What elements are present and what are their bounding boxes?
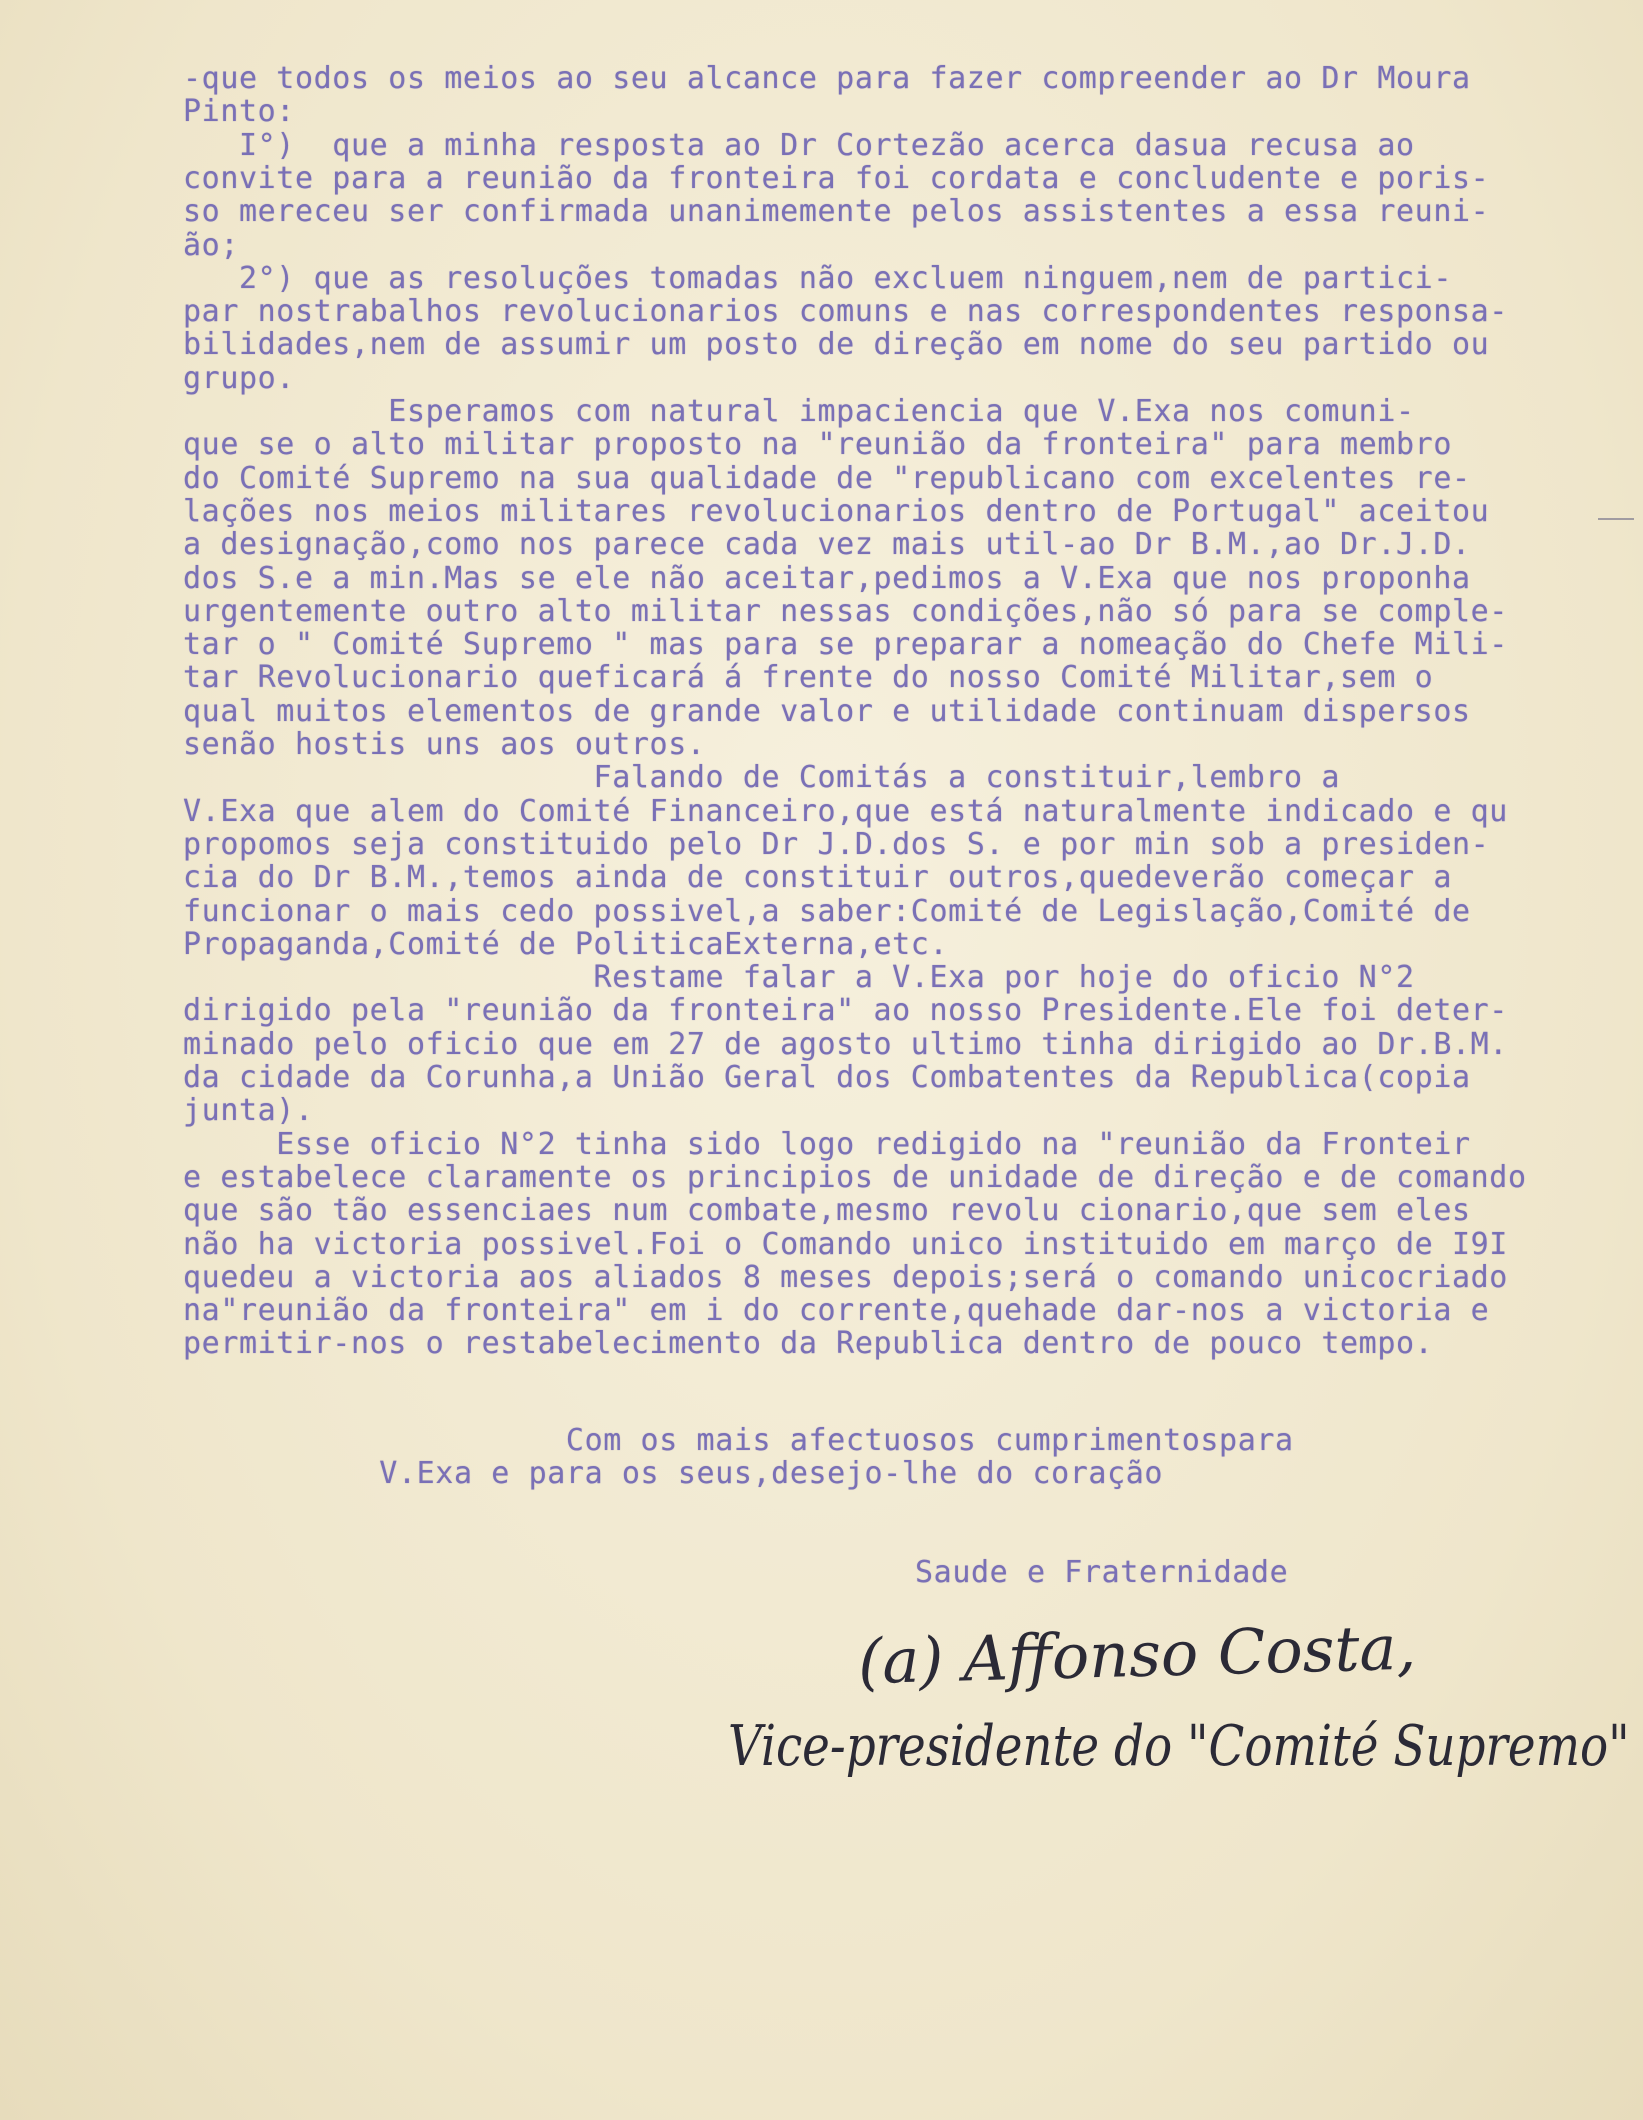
letter-line: junta). <box>183 1093 314 1129</box>
letter-line: quedeu a victoria aos aliados 8 meses depois;será o comando unicocriado <box>183 1259 1508 1295</box>
handwritten-signature-title: Vice-presidente do "Comité Supremo" <box>728 1714 1630 1779</box>
letter-line: par nostrabalhos revolucionarios comuns e nas correspondentes responsa- <box>183 294 1508 330</box>
letter-line: ão; <box>183 227 239 263</box>
letter-line: Falando de Comitás a constituir,lembro a <box>183 760 1341 796</box>
letter-line: que se o alto militar proposto na "reunião da fronteira" para membro <box>183 427 1452 463</box>
closing-line: V.Exa e para os seus,desejo-lhe do coração <box>230 1456 1164 1491</box>
letter-line: a designação,como nos parece cada vez mais util-ao Dr B.M.,ao Dr.J.D. <box>183 527 1471 563</box>
letter-line: senão hostis uns aos outros. <box>183 727 706 762</box>
letter-line: Propaganda,Comité de PoliticaExterna,etc. <box>183 926 949 962</box>
letter-line: minado pelo oficio que em 27 de agosto ultimo tinha dirigido ao Dr.B.M. <box>183 1026 1508 1062</box>
handwritten-signature: (a) Affonso Costa, <box>857 1610 1417 1699</box>
salutation: Saude e Fraternidade <box>915 1555 1289 1590</box>
letter-line: e estabelece claramente os principios de unidade de direção e de comando <box>183 1159 1527 1195</box>
letter-line: qual muitos elementos de grande valor e utilidade continuam dispersos <box>183 693 1471 729</box>
letter-line: Esse oficio N°2 tinha sido logo redigido na "reunião da Fronteir <box>183 1126 1471 1162</box>
letter-line: -que todos os meios ao seu alcance para fazer compreender ao Dr Moura <box>183 61 1471 96</box>
margin-pencil-mark <box>1598 518 1634 520</box>
letter-line: V.Exa que alem do Comité Financeiro,que está naturalmente indicado e qu <box>183 793 1508 829</box>
letter-line: do Comité Supremo na sua qualidade de "republicano com excelentes re- <box>183 460 1471 496</box>
letter-line: cia do Dr B.M.,temos ainda de constituir outros,quedeverão começar a <box>183 860 1452 896</box>
letter-line: dos S.e a min.Mas se ele não aceitar,pedimos a V.Exa que nos proponha <box>183 560 1471 596</box>
letter-line: permitir-nos o restabelecimento da Republica dentro de pouco tempo. <box>183 1326 1434 1362</box>
letter-line: que são tão essenciaes num combate,mesmo revolu cionario,que sem eles <box>183 1193 1471 1229</box>
letter-line: urgentemente outro alto militar nessas condições,não só para se comple- <box>183 593 1508 629</box>
letter-line: na"reunião da fronteira" em i do corrente,quehade dar-nos a victoria e <box>183 1293 1490 1329</box>
letter-line: convite para a reunião da fronteira foi cordata e concludente e poris- <box>183 160 1490 196</box>
letter-line: 2°) que as resoluções tomadas não excluem ninguem,nem de partici- <box>183 260 1452 296</box>
letter-line: bilidades,nem de assumir um posto de direção em nome do seu partido ou <box>183 327 1490 363</box>
letter-line: propomos seja constituido pelo Dr J.D.dos S. e por min sob a presiden- <box>183 826 1490 862</box>
letter-line: Esperamos com natural impaciencia que V.Exa nos comuni- <box>183 394 1415 429</box>
letter-line: dirigido pela "reunião da fronteira" ao nosso Presidente.Ele foi deter- <box>183 993 1508 1029</box>
letter-line: da cidade da Corunha,a União Geral dos Combatentes da Republica(copia <box>183 1060 1471 1095</box>
closing-line: Com os mais afectuosos cumprimentospara <box>230 1423 1294 1458</box>
letter-line: não ha victoria possivel.Foi o Comando unico instituido em março de I9I <box>183 1226 1508 1262</box>
letter-line: so mereceu ser confirmada unanimemente pelos assistentes a essa reuni- <box>183 194 1490 230</box>
letter-line: I°) que a minha resposta ao Dr Cortezão acerca dasua recusa ao <box>183 127 1415 163</box>
letter-line: lações nos meios militares revolucionarios dentro de Portugal" aceitou <box>183 493 1490 529</box>
letter-line: grupo. <box>183 360 295 396</box>
letter-line: Restame falar a V.Exa por hoje do oficio N°2 <box>183 960 1415 996</box>
letter-line: funcionar o mais cedo possivel,a saber:Comité de Legislação,Comité de <box>183 893 1471 929</box>
letter-line: tar o " Comité Supremo " mas para se preparar a nomeação do Chefe Mili- <box>183 627 1508 663</box>
letter-line: Pinto: <box>183 94 295 130</box>
letter-line: tar Revolucionario queficará á frente do nosso Comité Militar,sem o <box>183 660 1434 696</box>
